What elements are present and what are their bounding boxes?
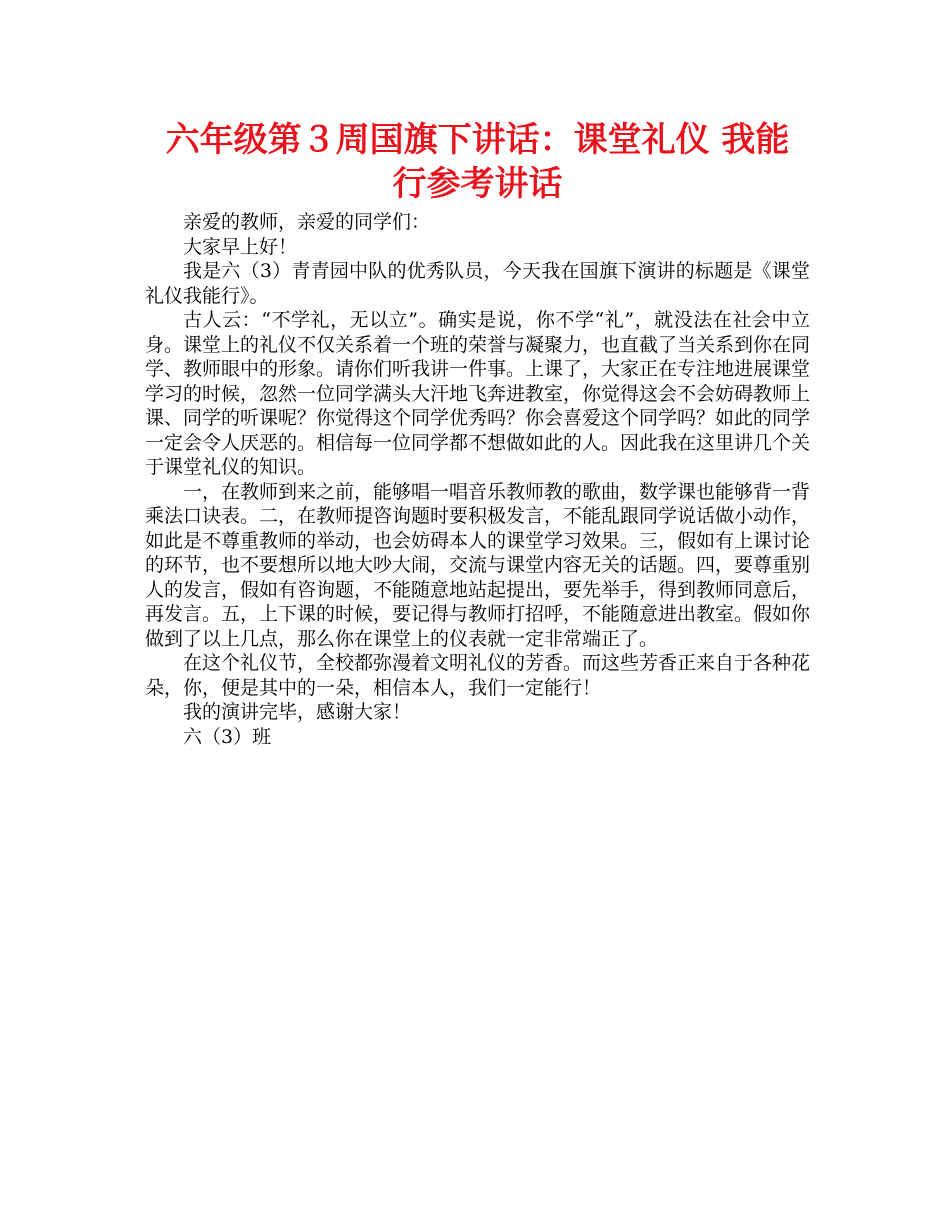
morning-greeting: 大家早上好！ (183, 235, 298, 258)
closing-paragraph: 在这个礼仪节，全校都弥漫着文明礼仪的芳香。而这些芳香正来自于各种花朵，你，便是其中的一朵，相信本人，我们一定能行！ (145, 652, 811, 699)
rules-paragraph: 一，在教师到来之前，能够唱一唱音乐教师教的歌曲，数学课也能够背一背乘法口诀表。二，在教师提咨询题时要积极发言，不能乱跟同学说话做小动作，如此是不尊重教师的举动，也会妨碍本人的课堂学习效果。三，假如有上课讨论的环节，也不要想所以地大吵大闹，交流与课堂内容无关的话题。四，要尊重别人的发言，假如有咨询题，不能随意地站起提出，要先举手，得到教师同意后，再发言。五，上下课的时候，要记得与教师打招呼，不能随意进出教室。假如你做到了以上几点，那么你在课堂上的仪表就一定非常端正了。 (145, 480, 811, 650)
title-line-1: 六年级第３周国旗下讲话：课堂礼仪 我能 (165, 120, 790, 160)
thanks-line: 我的演讲完毕，感谢大家！ (183, 701, 412, 723)
title-line-2: 行参考讲话 (392, 164, 563, 204)
document-body (145, 210, 810, 749)
signature-line: 六（3）班 (183, 725, 272, 748)
intro-paragraph: 我是六（3）青青园中队的优秀队员，今天我在国旗下演讲的标题是《课堂礼仪我能行》。 (145, 260, 810, 307)
document-page (145, 118, 810, 749)
story-paragraph: 古人云：“不学礼，无以立”。确实是说，你不学“礼”，就没法在社会中立身。课堂上的礼仪不仅关系着一个班的荣誉与凝聚力，也直截了当关系到你在同学、教师眼中的形象。请你们听我讲一件事。上课了，大家正在专注地进展课堂学习的时候，忽然一位同学满头大汗地飞奔进教室，你觉得这会不会妨碍教师上课、同学的听课呢？你觉得这个同学优秀吗？你会喜爱这个同学吗？如此的同学一定会令人厌恶的。相信每一位同学都不想做如此的人。因此我在这里讲几个关于课堂礼仪的知识。 (145, 309, 811, 478)
document-title (145, 118, 810, 206)
greeting: 亲爱的教师，亲爱的同学们： (183, 211, 431, 233)
